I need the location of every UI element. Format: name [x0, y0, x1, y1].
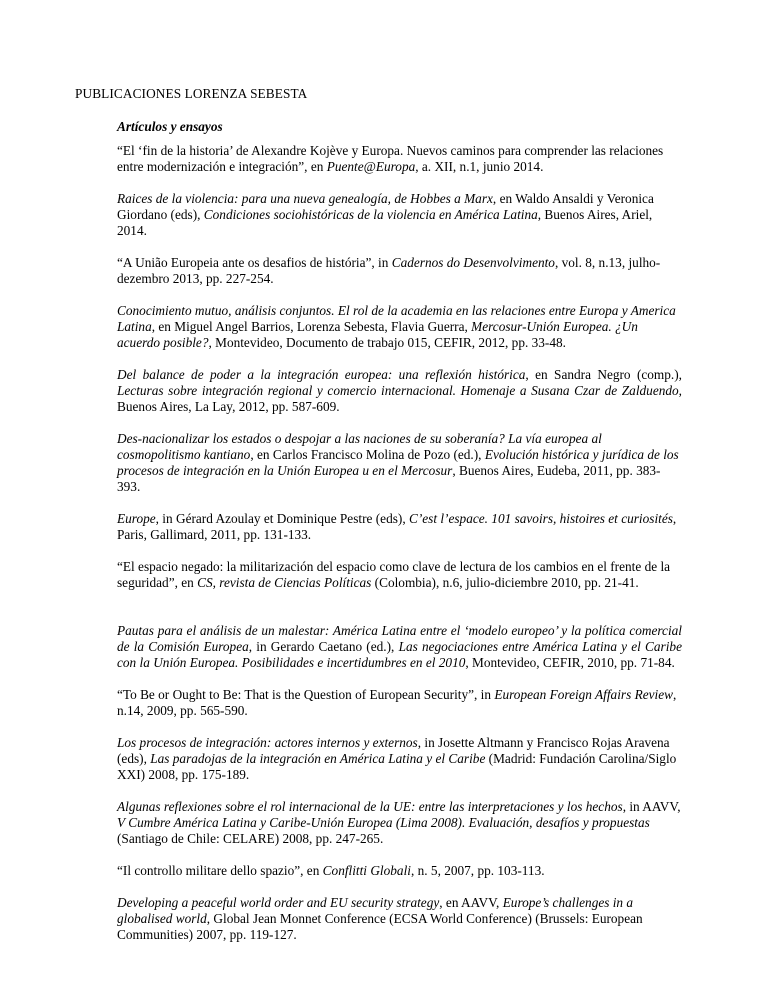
journal-title: European Foreign Affairs Review [494, 687, 673, 702]
section-heading: Artículos y ensayos [117, 119, 223, 134]
journal-title: Puente@Europa [326, 159, 416, 174]
book-title: Lecturas sobre integración regional y comercio internacional. Homenaje a Susana Czar de Zalduendo [117, 383, 679, 398]
book-title: V Cumbre América Latina y Caribe-Unión Europea (Lima 2008). Evaluación, desafíos y propuestas [117, 815, 650, 830]
entry-text: (Madrid: Fundación Carolina/Siglo XXI) 2008, pp. 175-189. [117, 751, 677, 782]
entry-text: “El espacio negado: la militarización del espacio como clave de lectura de los cambios en el frente de la seguridad”, en [117, 559, 671, 590]
book-title: Las paradojas de la integración en América Latina y el Caribe [150, 751, 486, 766]
entry-text: , Paris, Gallimard, 2011, pp. 131-133. [117, 511, 677, 542]
entry-text: , en Miguel Angel Barrios, Lorenza Sebesta, Flavia Guerra, [151, 319, 472, 334]
book-title: Evolución histórica y jurídica de los procesos de integración en la Unión Europea u en el Mercosur [117, 447, 679, 478]
publication-entry [117, 895, 682, 943]
entry-text: , in AAVV, [622, 799, 681, 814]
entry-text: , a. XII, n.1, junio 2014. [415, 159, 544, 174]
entry-text: , vol. 8, n.13, julho-dezembro 2013, pp. 227-254. [117, 255, 661, 286]
work-title: Del balance de poder a la integración europea: una reflexión histórica [117, 367, 526, 382]
entry-text: , Montevideo, CEFIR, 2010, pp. 71-84. [465, 655, 675, 670]
entry-text: , n.14, 2009, pp. 565-590. [117, 687, 677, 718]
publication-entry [117, 511, 682, 543]
work-title: Pautas para el análisis de un malestar: América Latina entre el ‘modelo europeo’ y la política comercial de la Comisión Europea [117, 623, 682, 654]
entry-text: , in Gerardo Caetano (ed.), [248, 639, 399, 654]
publication-entry [117, 431, 682, 495]
entry-text: (Colombia), n.6, julio-diciembre 2010, pp. 21-41. [371, 575, 639, 590]
page-title: PUBLICACIONES LORENZA SEBESTA [75, 86, 308, 101]
entry-text: “Il controllo militare dello spazio”, en [117, 863, 323, 878]
publication-entry [117, 255, 682, 287]
entry-text: , n. 5, 2007, pp. 103-113. [410, 863, 545, 878]
entry-text: , Montevideo, Documento de trabajo 015, CEFIR, 2012, pp. 33-48. [208, 335, 566, 350]
book-title: Las negociaciones entre América Latina y el Caribe con la Unión Europea. Posibilidades e incertidumbres en el 2010 [117, 639, 682, 670]
entry-text: , Buenos Aires, La Lay, 2012, pp. 587-609. [117, 383, 682, 414]
publication-entry [117, 687, 682, 719]
publication-entry [117, 559, 682, 591]
book-title: Mercosur-Unión Europea. ¿Un acuerdo posible? [117, 319, 638, 350]
book-title: Europe’s challenges in a globalised world [117, 895, 634, 926]
work-title: Europe [117, 511, 156, 526]
entry-text: , in Gérard Azoulay et Dominique Pestre (eds), [155, 511, 409, 526]
book-title: C’est l’espace. 101 savoirs, histoires et curiosités [408, 511, 673, 526]
journal-title: Conflitti Globali [322, 863, 411, 878]
publication-entry [117, 863, 682, 879]
entry-text: , in Josette Altmann y Francisco Rojas Aravena (eds), [117, 735, 670, 766]
journal-title: Cadernos do Desenvolvimento [391, 255, 555, 270]
entry-text: “A União Europeia ante os desafios de história”, in [117, 255, 392, 270]
entry-text: , en AAVV, [439, 895, 503, 910]
entry-text: , Buenos Aires, Ariel, 2014. [117, 207, 653, 238]
work-title: Algunas reflexiones sobre el rol internacional de la UE: entre las interpretaciones y los hechos [117, 799, 623, 814]
entry-text: “To Be or Ought to Be: That is the Question of European Security”, in [117, 687, 495, 702]
work-title: Los procesos de integración: actores internos y externos [117, 735, 418, 750]
work-title: Des-nacionalizar los estados o despojar a las naciones de su soberanía? La vía europea al cosmopolitismo kantiano [117, 431, 602, 462]
publication-list [117, 119, 682, 959]
entry-text: , Global Jean Monnet Conference (ECSA World Conference) (Brussels: European Communities) 2007, pp. 119-127. [117, 911, 643, 942]
publication-entry [117, 799, 682, 847]
entry-text: , en Waldo Ansaldi y Veronica Giordano (eds), [117, 191, 654, 222]
journal-title: CS, revista de Ciencias Políticas [197, 575, 372, 590]
work-title: Raices de la violencia: para una nueva genealogía, de Hobbes a Marx [117, 191, 493, 206]
book-title: Condiciones sociohistóricas de la violencia en América Latina [203, 207, 538, 222]
entry-text: “El ‘fin de la historia’ de Alexandre Kojève y Europa. Nuevos caminos para comprender las relaciones entre modernización e integración”, en [117, 143, 664, 174]
entry-text: (Santiago de Chile: CELARE) 2008, pp. 247-265. [117, 831, 384, 846]
entry-text: , en Sandra Negro (comp.), [525, 367, 682, 382]
publication-entry [117, 623, 682, 671]
publication-entry [117, 735, 682, 783]
publication-entry [117, 303, 682, 351]
work-title: Developing a peaceful world order and EU security strategy [117, 895, 440, 910]
entry-text: , en Carlos Francisco Molina de Pozo (ed.), [250, 447, 485, 462]
publication-entry [117, 191, 682, 239]
entry-text: , Buenos Aires, Eudeba, 2011, pp. 383-393. [117, 463, 661, 494]
work-title: Conocimiento mutuo, análisis conjuntos. El rol de la academia en las relaciones entre Europa y America Latina [117, 303, 676, 334]
publication-entry [117, 367, 682, 415]
publication-entry [117, 143, 682, 175]
